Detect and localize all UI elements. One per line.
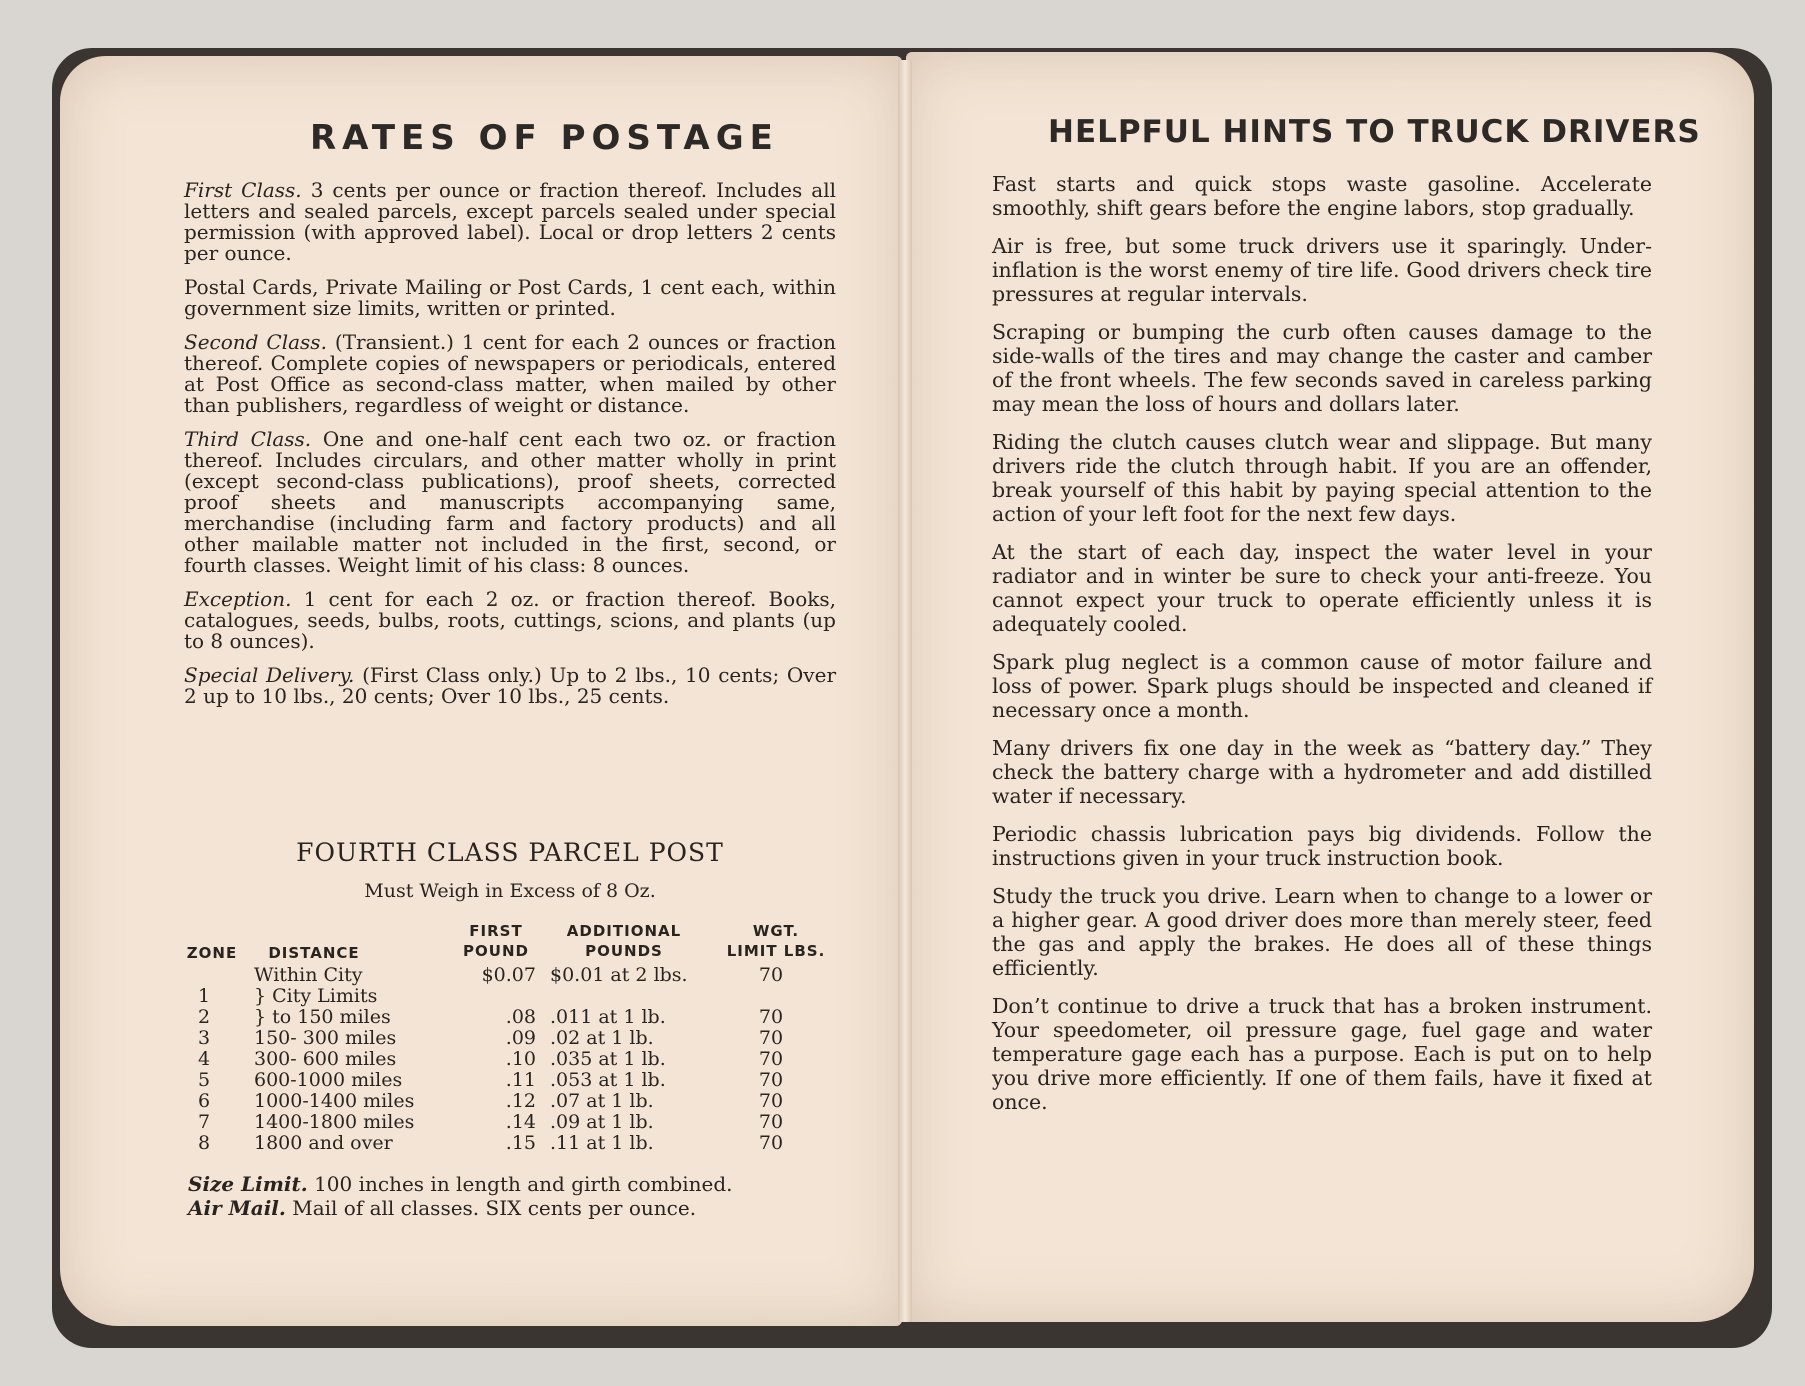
first-pound-cell: .11 xyxy=(505,1069,536,1091)
footnote-lead: Size Limit. xyxy=(188,1172,308,1196)
rates-of-postage-title: RATES OF POSTAGE xyxy=(310,118,779,158)
rate-text: 3 cents per ounce or fraction thereof. Includes all letters and sealed parcels, except parcels sealed under special permission (with approved label). Local or drop letters 2 cents per ounce. xyxy=(184,178,836,265)
first-pound-cell: .10 xyxy=(505,1048,536,1070)
table-header xyxy=(184,915,836,965)
book-spine xyxy=(898,60,912,1322)
weight-limit-cell: 70 xyxy=(758,1132,784,1154)
table-row xyxy=(184,1133,836,1154)
table-row xyxy=(184,1049,836,1070)
footnote-text: Mail of all classes. SIX cents per ounce. xyxy=(285,1196,697,1220)
additional-pounds-cell: .02 at 1 lb. xyxy=(550,1027,654,1049)
rate-paragraph xyxy=(184,589,836,652)
rate-lead: Special Delivery. xyxy=(184,663,355,687)
header-first-line2: POUND xyxy=(463,942,529,960)
distance-cell: Within City xyxy=(254,964,363,986)
rate-text: Postal Cards, Private Mailing or Post Cards, 1 cent each, within government size limits, written or printed. xyxy=(184,275,836,320)
zone-cell: 4 xyxy=(197,1048,211,1070)
weight-limit-cell: 70 xyxy=(758,964,784,986)
footnote-lead: Air Mail. xyxy=(188,1196,286,1220)
footnote xyxy=(188,1196,828,1220)
additional-pounds-cell: .011 at 1 lb. xyxy=(550,1006,666,1028)
rate-lead: Second Class. xyxy=(184,330,327,354)
weight-limit-cell: 70 xyxy=(758,1090,784,1112)
table-row xyxy=(184,1070,836,1091)
table-body xyxy=(184,965,836,1154)
distance-cell: 1800 and over xyxy=(254,1132,393,1154)
rate-paragraph xyxy=(184,180,836,264)
hint-paragraph: Many drivers fix one day in the week as “battery day.” They check the battery charge with a hydrometer and add distilled water if necessary. xyxy=(992,736,1652,808)
table-row xyxy=(184,1007,836,1028)
parcel-post-subtitle: Must Weigh in Excess of 8 Oz. xyxy=(364,880,656,902)
table-row xyxy=(184,965,836,986)
weight-limit-cell: 70 xyxy=(758,1027,784,1049)
parcel-post-table xyxy=(184,915,836,1154)
zone-cell: 2 xyxy=(197,1006,211,1028)
rate-text: (First Class only.) Up to 2 lbs., 10 cents; Over 2 up to 10 lbs., 20 cents; Over 10 lbs., 25 cents. xyxy=(184,663,837,708)
postage-rates-text xyxy=(184,180,836,720)
hint-paragraph: Periodic chassis lubrication pays big dividends. Follow the instructions given in your truck instruction book. xyxy=(992,822,1652,870)
additional-pounds-cell: .11 at 1 lb. xyxy=(550,1132,654,1154)
weight-limit-cell: 70 xyxy=(758,1006,784,1028)
distance-cell: } City Limits xyxy=(254,985,378,1007)
additional-pounds-cell: .07 at 1 lb. xyxy=(550,1090,654,1112)
distance-cell: } to 150 miles xyxy=(254,1006,391,1028)
table-row xyxy=(184,986,836,1007)
first-pound-cell: $0.07 xyxy=(481,964,536,986)
rate-paragraph xyxy=(184,665,836,707)
hint-paragraph: Scraping or bumping the curb often causes damage to the side-walls of the tires and may change the caster and camber of the front wheels. The few seconds saved in careless parking may mean the loss of hours and dollars later. xyxy=(992,320,1652,416)
zone-cell: 8 xyxy=(197,1132,211,1154)
additional-pounds-cell: .035 at 1 lb. xyxy=(550,1048,666,1070)
hint-paragraph: Study the truck you drive. Learn when to change to a lower or a higher gear. A good driver does more than merely steer, feed the gas and apply the brakes. He does all of these things efficiently. xyxy=(992,884,1652,980)
rate-lead: Third Class. xyxy=(184,427,312,451)
distance-cell: 300- 600 miles xyxy=(254,1048,397,1070)
weight-limit-cell: 70 xyxy=(758,1111,784,1133)
hint-paragraph: Riding the clutch causes clutch wear and slippage. But many drivers ride the clutch through habit. If you are an offender, break yourself of this habit by paying special attention to the action of your left foot for the next few days. xyxy=(992,430,1652,526)
postage-footnotes xyxy=(188,1172,828,1220)
hint-paragraph: Fast starts and quick stops waste gasoline. Accelerate smoothly, shift gears before the engine labors, stop gradually. xyxy=(992,172,1652,220)
hint-paragraph: Air is free, but some truck drivers use it sparingly. Under-inflation is the worst enemy of tire life. Good drivers check tire pressures at regular intervals. xyxy=(992,234,1652,306)
first-pound-cell: .09 xyxy=(505,1027,536,1049)
rate-text: (Transient.) 1 cent for each 2 ounces or fraction thereof. Complete copies of newspapers or periodicals, entered at Post Office as second-class matter, when mailed by other than publishers, regardless of weight or distance. xyxy=(184,330,837,417)
distance-cell: 150- 300 miles xyxy=(254,1027,397,1049)
table-row xyxy=(184,1028,836,1049)
header-distance: DISTANCE xyxy=(268,944,360,962)
hint-paragraph: Don’t continue to drive a truck that has a broken instrument. Your speedometer, oil pressure gage, fuel gage and water temperature gage each has a purpose. Each is put on to help you drive more efficiently. If one of them fails, have it fixed at once. xyxy=(992,994,1652,1114)
truck-hints-text xyxy=(992,172,1652,1128)
first-pound-cell: .08 xyxy=(505,1006,536,1028)
first-pound-cell: .14 xyxy=(505,1111,536,1133)
weight-limit-cell: 70 xyxy=(758,1069,784,1091)
distance-cell: 600-1000 miles xyxy=(254,1069,403,1091)
header-additional-line2: POUNDS xyxy=(585,942,663,960)
header-weight-line1: WGT. xyxy=(752,922,800,940)
rate-paragraph xyxy=(184,277,836,319)
header-weight-line2: LIMIT LBS. xyxy=(726,942,826,960)
header-first xyxy=(446,921,546,961)
additional-pounds-cell: $0.01 at 2 lbs. xyxy=(550,964,688,986)
header-weight-limit xyxy=(714,921,838,961)
zone-cell: 5 xyxy=(197,1069,211,1091)
rate-lead: First Class. xyxy=(184,178,302,202)
table-row xyxy=(184,1112,836,1133)
hint-paragraph: Spark plug neglect is a common cause of motor failure and loss of power. Spark plugs should be inspected and cleaned if necessary once a month. xyxy=(992,650,1652,722)
rate-paragraph xyxy=(184,332,836,416)
first-pound-cell: .12 xyxy=(505,1090,536,1112)
header-first-line1: FIRST xyxy=(469,922,523,940)
zone-cell: 7 xyxy=(197,1111,211,1133)
zone-cell: 1 xyxy=(197,985,211,1007)
additional-pounds-cell: .053 at 1 lb. xyxy=(550,1069,666,1091)
rate-paragraph xyxy=(184,429,836,576)
header-additional xyxy=(554,921,694,961)
footnote xyxy=(188,1172,828,1196)
distance-cell: 1000-1400 miles xyxy=(254,1090,415,1112)
rate-text: One and one-half cent each two oz. or fraction thereof. Includes circulars, and other matter wholly in print (except second-class publications), proof sheets, corrected proof sheets and manuscripts accompanying same, merchandise (including farm and factory products) and all other mailable matter not included in the first, second, or fourth classes. Weight limit of his class: 8 ounces. xyxy=(184,427,837,577)
truck-hints-title: HELPFUL HINTS TO TRUCK DRIVERS xyxy=(1048,114,1701,150)
additional-pounds-cell: .09 at 1 lb. xyxy=(550,1111,654,1133)
table-row xyxy=(184,1091,836,1112)
zone-cell: 3 xyxy=(197,1027,211,1049)
weight-limit-cell: 70 xyxy=(758,1048,784,1070)
distance-cell: 1400-1800 miles xyxy=(254,1111,415,1133)
footnote-text: 100 inches in length and girth combined. xyxy=(307,1172,733,1196)
parcel-post-title: FOURTH CLASS PARCEL POST xyxy=(296,838,724,867)
first-pound-cell: .15 xyxy=(505,1132,536,1154)
rate-lead: Exception. xyxy=(184,587,292,611)
rate-text: 1 cent for each 2 oz. or fraction thereof. Books, catalogues, seeds, bulbs, roots, cuttings, scions, and plants (up to 8 ounces). xyxy=(184,587,836,653)
zone-cell: 6 xyxy=(197,1090,211,1112)
hint-paragraph: At the start of each day, inspect the water level in your radiator and in winter be sure to check your anti-freeze. You cannot expect your truck to operate efficiently unless it is adequately cooled. xyxy=(992,540,1652,636)
header-additional-line1: ADDITIONAL xyxy=(566,922,682,940)
header-zone: ZONE xyxy=(186,944,238,962)
